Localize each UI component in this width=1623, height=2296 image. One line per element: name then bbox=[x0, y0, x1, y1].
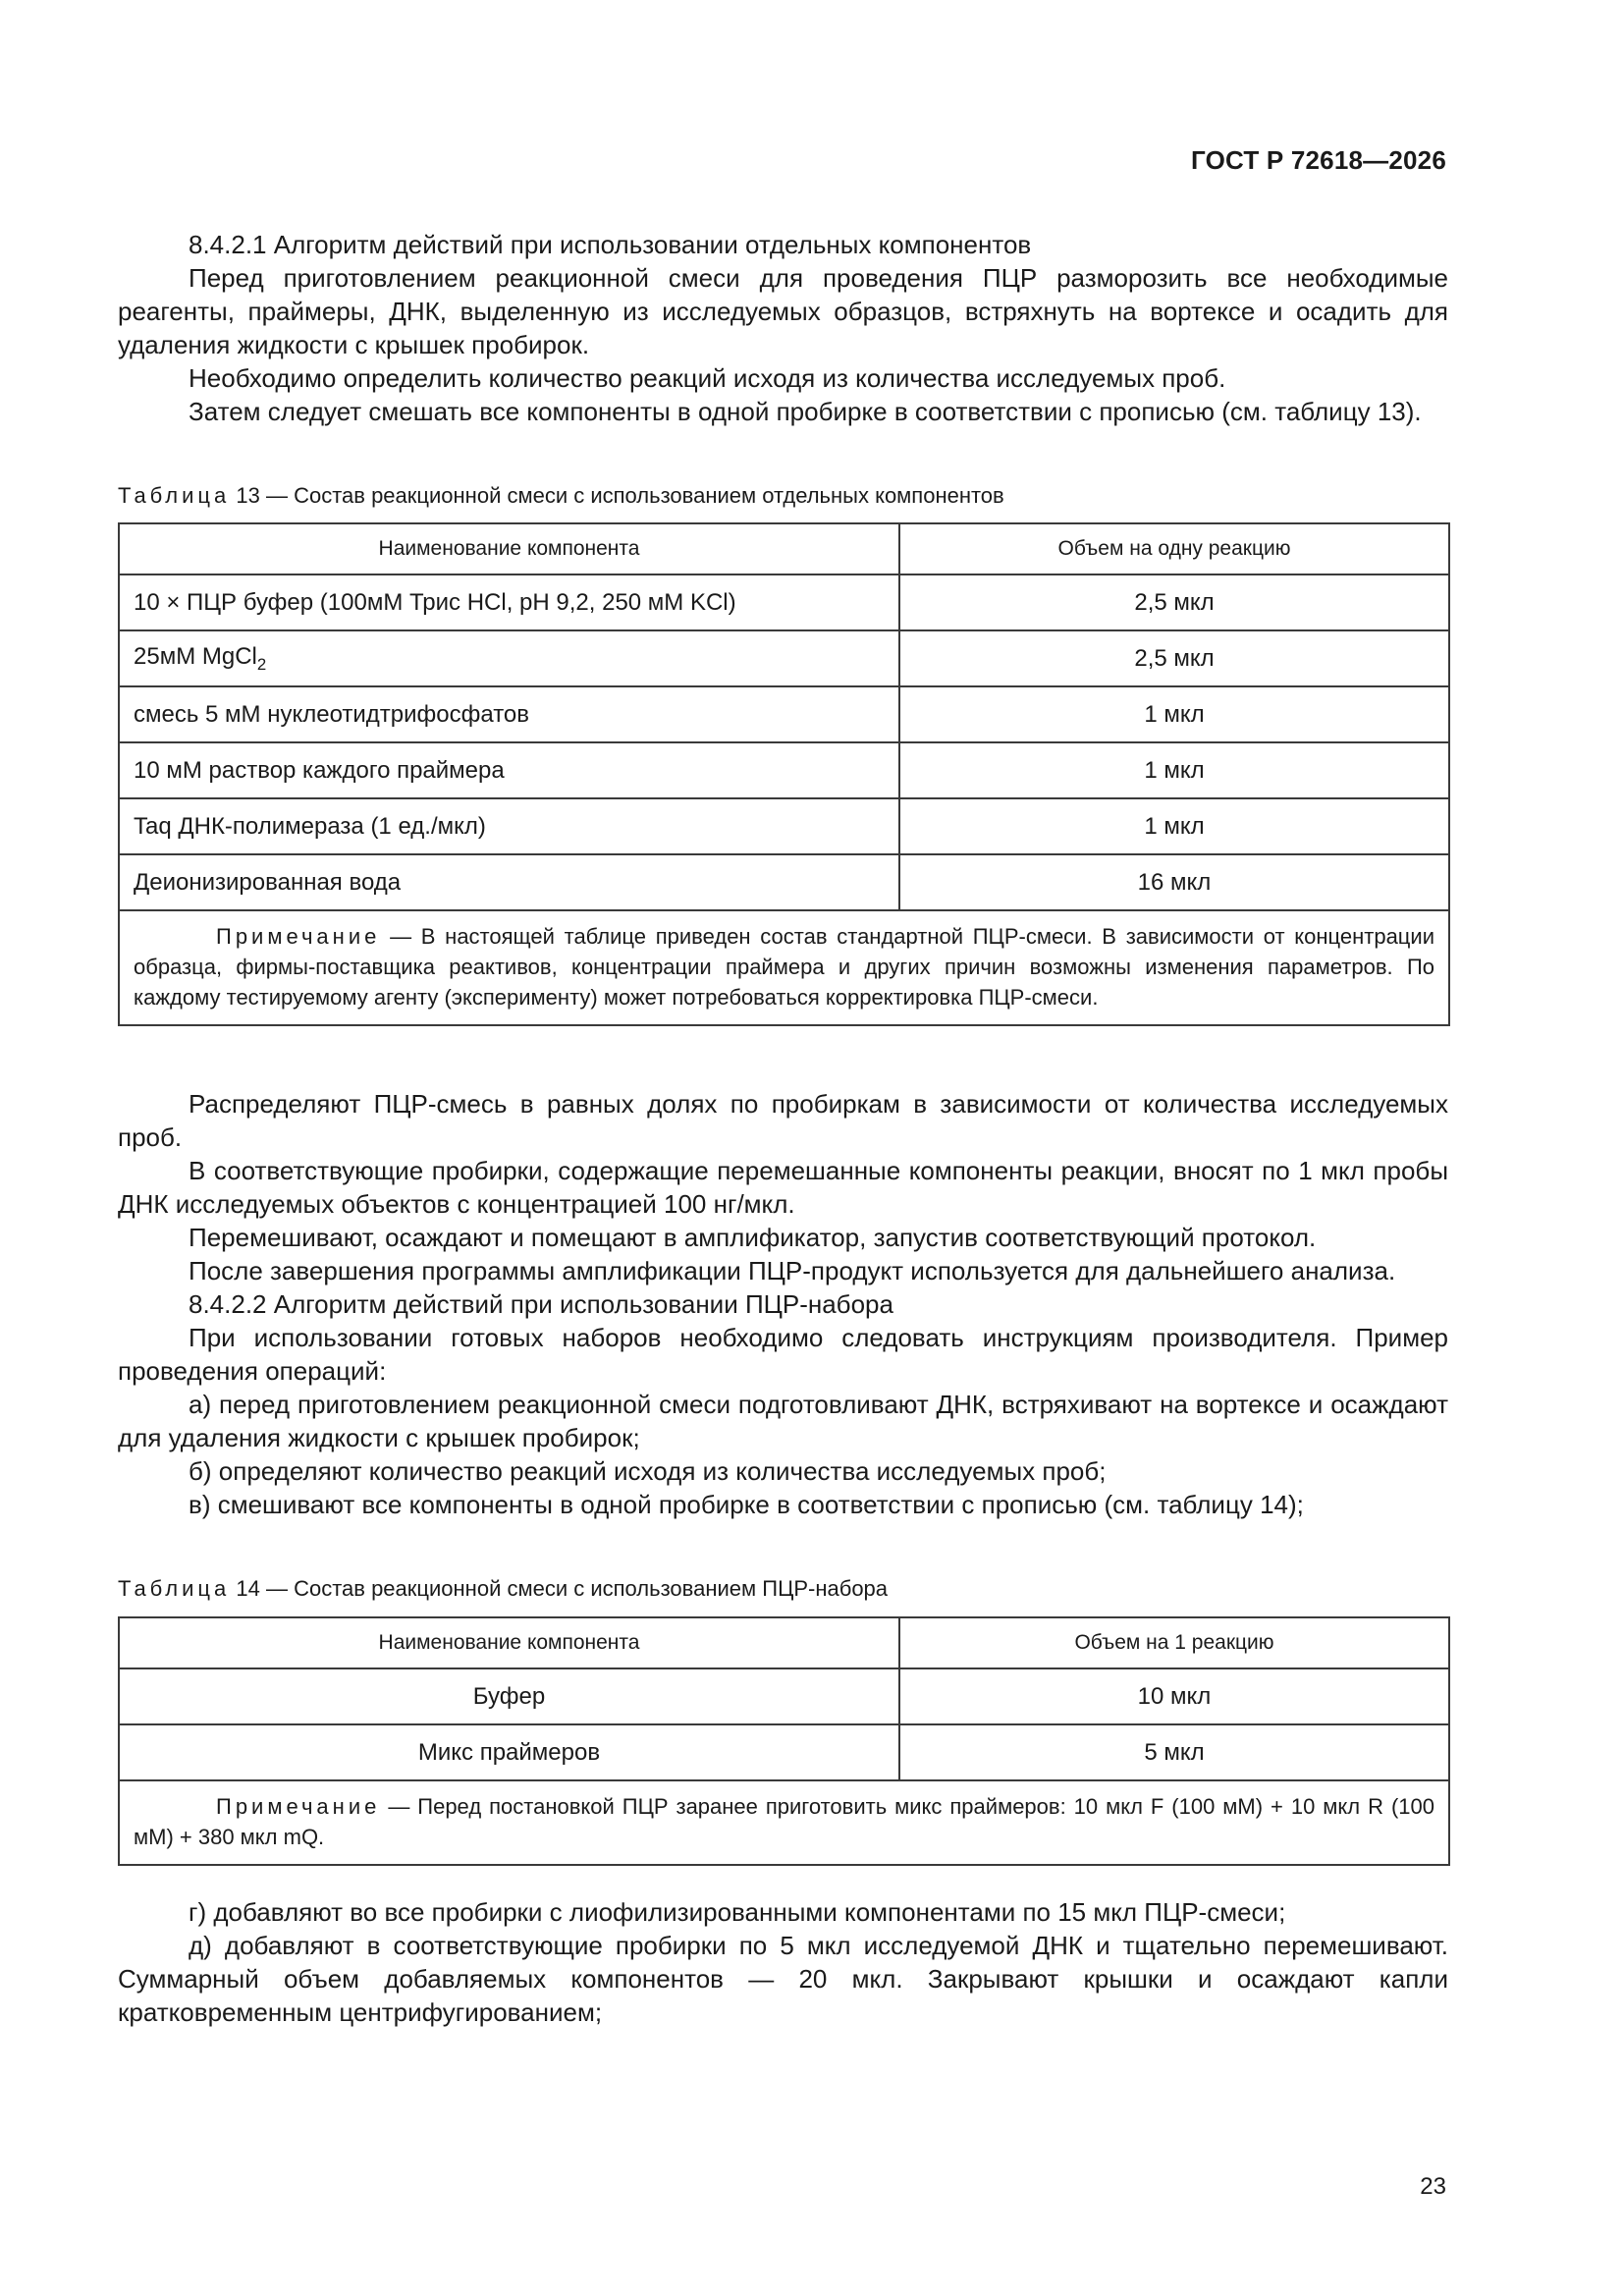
table-cell-component: Деионизированная вода bbox=[119, 854, 899, 910]
paragraph-heading-8-4-2-1: 8.4.2.1 Алгоритм действий при использовании отдельных компонентов bbox=[189, 230, 1032, 259]
table-13-caption-word: Таблица bbox=[118, 483, 231, 508]
mgcl-label: 25мМ MgCl bbox=[134, 642, 257, 670]
section-after-table-14 bbox=[118, 1895, 1448, 2029]
table-cell-volume: 16 мкл bbox=[899, 854, 1449, 910]
section-8-4-2-1-intro bbox=[118, 228, 1448, 428]
table-cell-component: 10 × ПЦР буфер (100мМ Трис HCl, pH 9,2, 250 мМ KCl) bbox=[119, 574, 899, 630]
table-14 bbox=[118, 1616, 1450, 1866]
paragraph-step-a: а) перед приготовлением реакционной смеси подготовливают ДНК, встряхивают на вортексе и осаждают для удаления жидкости с крышек пробирок; bbox=[118, 1390, 1448, 1452]
section-after-table-13 bbox=[118, 1087, 1448, 1521]
table-14-caption bbox=[118, 1574, 1448, 1604]
table-13-caption-text: 13 — Состав реакционной смеси с использованием отдельных компонентов bbox=[236, 483, 1004, 508]
table-row bbox=[119, 798, 1449, 854]
table-row bbox=[119, 630, 1449, 686]
table-13-note-label: Примечание bbox=[216, 924, 381, 949]
table-14-note-row bbox=[119, 1780, 1449, 1865]
paragraph-thaw-reagents: Перед приготовлением реакционной смеси для проведения ПЦР разморозить все необходимые реагенты, праймеры, ДНК, выделенную из исследуемых образцов, встряхнуть на вортексе и осадить для удаления жидкости с крышек пробирок. bbox=[118, 263, 1448, 359]
table-cell-component: Микс праймеров bbox=[119, 1724, 899, 1780]
table-13-header-row bbox=[119, 523, 1449, 574]
paragraph-add-dna: В соответствующие пробирки, содержащие перемешанные компоненты реакции, вносят по 1 мкл пробы ДНК исследуемых объектов с концентрацией 100 нг/мкл. bbox=[118, 1156, 1448, 1219]
table-13-header-volume: Объем на одну реакцию bbox=[899, 523, 1449, 574]
paragraph-mix-components: Затем следует смешать все компоненты в одной пробирке в соответствии с прописью (см. таблицу 13). bbox=[189, 397, 1422, 426]
table-13-header-component: Наименование компонента bbox=[119, 523, 899, 574]
table-cell-volume: 10 мкл bbox=[899, 1668, 1449, 1724]
table-13-caption bbox=[118, 481, 1448, 511]
table-cell-component: Буфер bbox=[119, 1668, 899, 1724]
table-row bbox=[119, 1724, 1449, 1780]
table-row bbox=[119, 574, 1449, 630]
table-row bbox=[119, 854, 1449, 910]
table-14-header-component: Наименование компонента bbox=[119, 1617, 899, 1668]
paragraph-step-d: д) добавляют в соответствующие пробирки по 5 мкл исследуемой ДНК и тщательно перемешивают. Суммарный объем добавляемых компонентов — 20 мкл. Закрывают крышки и осаждают капли кратковременным центрифугированием; bbox=[118, 1931, 1448, 2027]
table-14-header-volume: Объем на 1 реакцию bbox=[899, 1617, 1449, 1668]
table-14-caption-text: 14 — Состав реакционной смеси с использованием ПЦР-набора bbox=[236, 1576, 889, 1601]
table-row bbox=[119, 742, 1449, 798]
table-row bbox=[119, 686, 1449, 742]
table-cell-volume: 1 мкл bbox=[899, 742, 1449, 798]
table-14-caption-word: Таблица bbox=[118, 1576, 231, 1601]
paragraph-reaction-count: Необходимо определить количество реакций исходя из количества исследуемых проб. bbox=[189, 363, 1226, 393]
table-cell-volume: 2,5 мкл bbox=[899, 630, 1449, 686]
page-number: 23 bbox=[1420, 2173, 1446, 2200]
table-14-wrapper bbox=[118, 1616, 1448, 1866]
paragraph-kit-instructions: При использовании готовых наборов необходимо следовать инструкциям производителя. Пример проведения операций: bbox=[118, 1323, 1448, 1386]
document-id-header: ГОСТ Р 72618—2026 bbox=[1191, 145, 1446, 175]
table-cell-component: 10 мМ раствор каждого праймера bbox=[119, 742, 899, 798]
paragraph-step-b: б) определяют количество реакций исходя из количества исследуемых проб; bbox=[189, 1456, 1107, 1486]
table-cell-component: смесь 5 мМ нуклеотидтрифосфатов bbox=[119, 686, 899, 742]
table-14-note bbox=[119, 1780, 1449, 1865]
table-cell-volume: 5 мкл bbox=[899, 1724, 1449, 1780]
mgcl-subscript: 2 bbox=[256, 654, 267, 674]
table-14-note-label: Примечание bbox=[216, 1794, 381, 1819]
table-13-note bbox=[119, 910, 1449, 1025]
paragraph-heading-8-4-2-2: 8.4.2.2 Алгоритм действий при использовании ПЦР-набора bbox=[189, 1289, 893, 1319]
table-row bbox=[119, 1668, 1449, 1724]
table-cell-component: Taq ДНК-полимераза (1 ед./мкл) bbox=[119, 798, 899, 854]
paragraph-step-v: в) смешивают все компоненты в одной пробирке в соответствии с прописью (см. таблицу 14); bbox=[189, 1490, 1304, 1519]
paragraph-after-amplification: После завершения программы амплификации ПЦР-продукт используется для дальнейшего анализа. bbox=[189, 1256, 1396, 1285]
paragraph-mix-settle: Перемешивают, осаждают и помещают в амплификатор, запустив соответствующий протокол. bbox=[189, 1223, 1317, 1252]
table-13-wrapper bbox=[118, 522, 1448, 1026]
table-cell-volume: 1 мкл bbox=[899, 686, 1449, 742]
table-14-header-row bbox=[119, 1617, 1449, 1668]
table-13-note-row bbox=[119, 910, 1449, 1025]
table-cell-component bbox=[119, 630, 899, 686]
table-cell-volume: 1 мкл bbox=[899, 798, 1449, 854]
table-13-note-text: — В настоящей таблице приведен состав стандартной ПЦР-смеси. В зависимости от концентрации образца, фирмы-поставщика реактивов, концентрации праймера и других причин возможны изменения параметров. По каждому тестируемому агенту (эксперименту) может потребоваться корректировка ПЦР-смеси. bbox=[134, 924, 1434, 1010]
table-14-note-text: — Перед постановкой ПЦР заранее приготовить микс праймеров: 10 мкл F (100 мМ) + 10 мкл R (100 мМ) + 380 мкл mQ. bbox=[134, 1794, 1434, 1849]
paragraph-step-g: г) добавляют во все пробирки с лиофилизированными компонентами по 15 мкл ПЦР-смеси; bbox=[189, 1897, 1286, 1927]
table-13 bbox=[118, 522, 1450, 1026]
table-cell-volume: 2,5 мкл bbox=[899, 574, 1449, 630]
paragraph-distribute-mix: Распределяют ПЦР-смесь в равных долях по пробиркам в зависимости от количества исследуемых проб. bbox=[118, 1089, 1448, 1152]
